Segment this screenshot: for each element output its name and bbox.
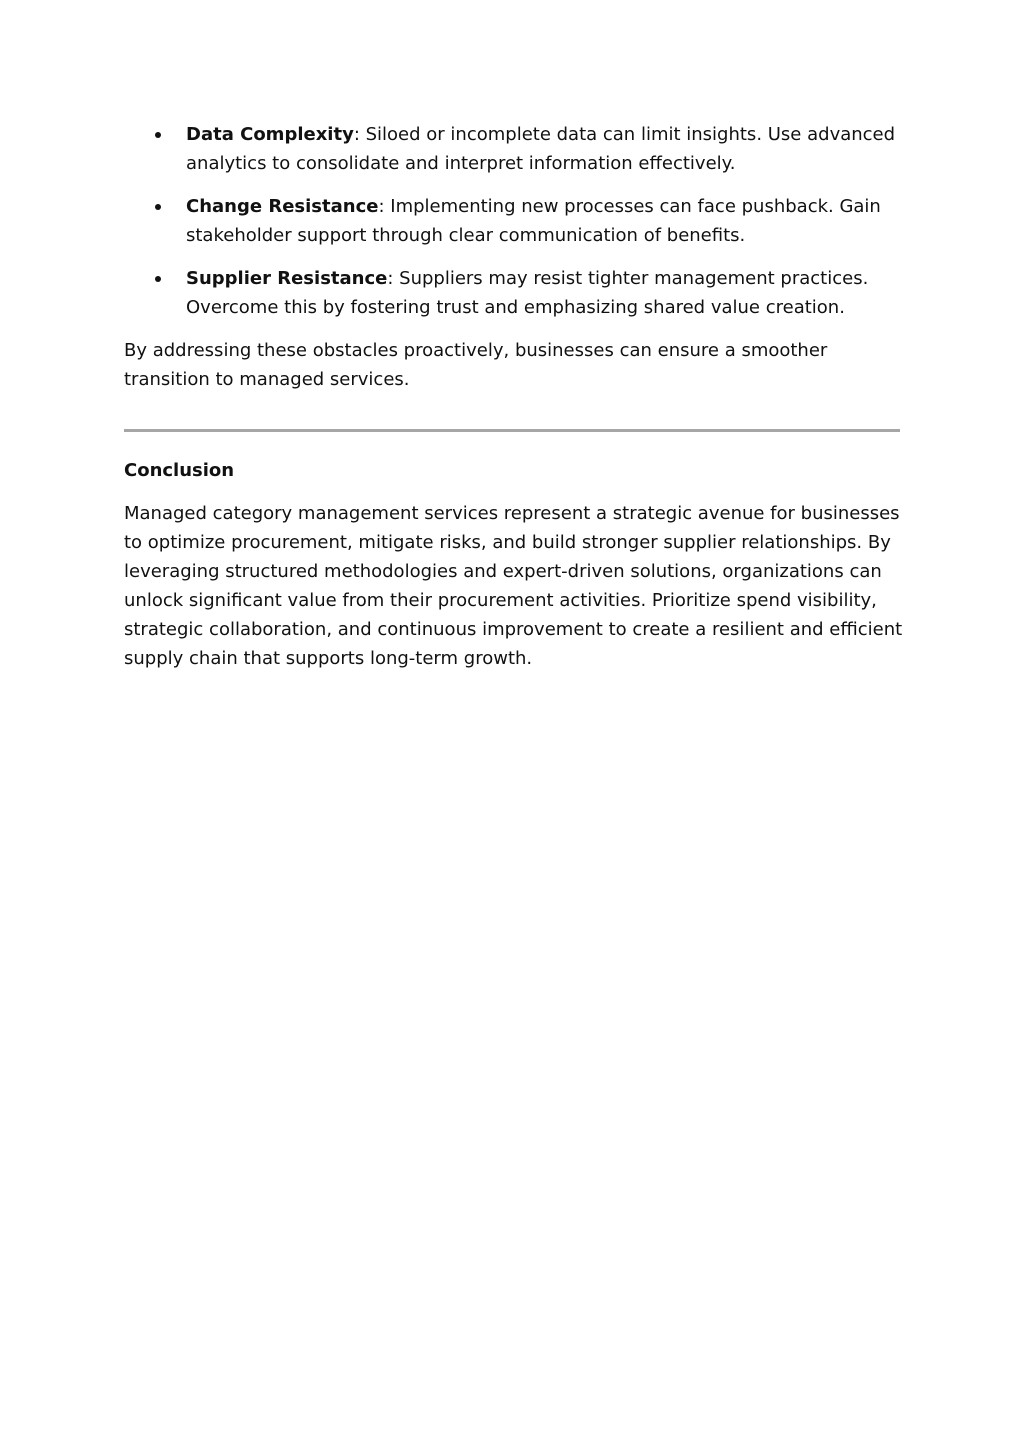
obstacle-list [124, 120, 904, 322]
summary-paragraph: By addressing these obstacles proactively, businesses can ensure a smoother transition to managed services. [124, 340, 828, 390]
list-item-text: : Suppliers may resist tighter management practices. Overcome this by fostering trust and emphasizing shared value creation. [186, 268, 869, 318]
bullet-icon [155, 132, 161, 138]
conclusion-paragraph: Managed category management services represent a strategic avenue for businesses to optimize procurement, mitigate risks, and build stronger supplier relationships. By leveraging structured methodologies and expert-driven solutions, organizations can unlock significant value from their procurement activities. Prioritize spend visibility, strategic collaboration, and continuous improvement to create a resilient and efficient supply chain that supports long-term growth. [124, 503, 903, 669]
horizontal-divider [124, 429, 900, 432]
list-item-term: Supplier Resistance [186, 268, 388, 289]
list-item-text: : Implementing new processes can face pushback. Gain stakeholder support through clear communication of benefits. [186, 196, 881, 246]
list-item [124, 192, 904, 250]
bullet-icon [155, 204, 161, 210]
list-item-term: Change Resistance [186, 196, 379, 217]
section-heading: Conclusion [124, 460, 235, 481]
list-item-term: Data Complexity [186, 124, 354, 145]
bullet-icon [155, 276, 161, 282]
list-item [124, 120, 904, 178]
list-item-text: : Siloed or incomplete data can limit insights. Use advanced analytics to consolidate and interpret information effectively. [186, 124, 896, 174]
list-item [124, 264, 904, 322]
document-page [124, 120, 904, 673]
